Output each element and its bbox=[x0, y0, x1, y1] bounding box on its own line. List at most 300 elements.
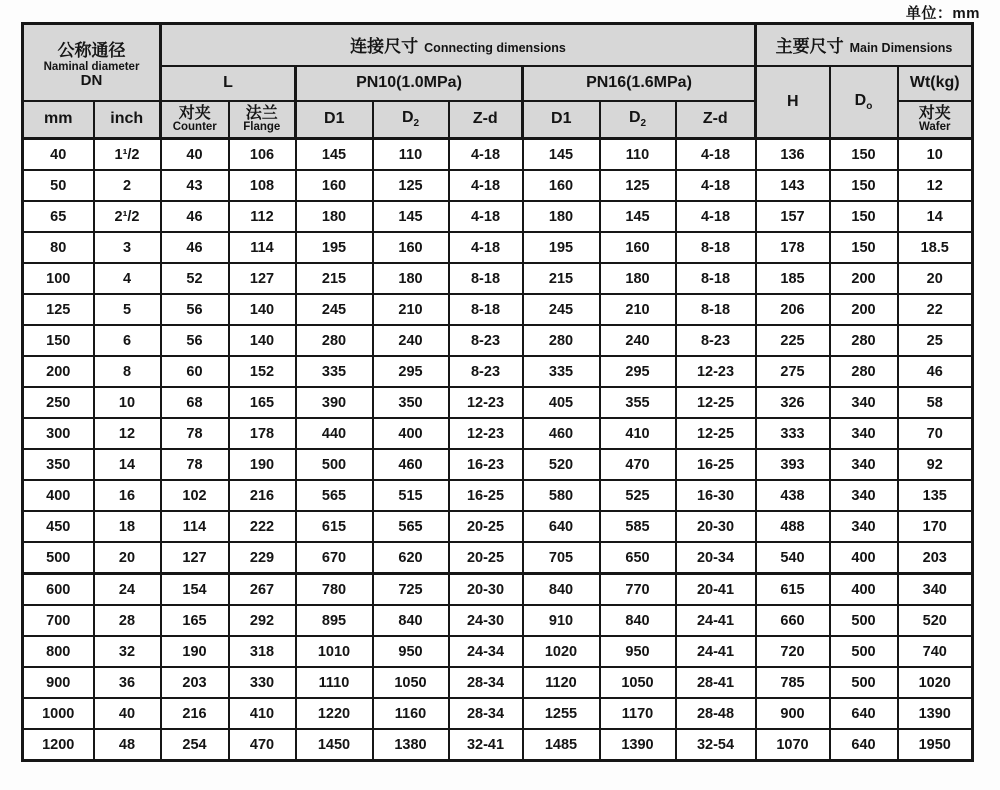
cell-pn16-d2: 210 bbox=[600, 294, 676, 325]
cell-pn16-d1: 1020 bbox=[523, 636, 600, 667]
cell-dn-mm: 300 bbox=[23, 418, 94, 449]
table-row bbox=[23, 418, 973, 449]
cell-wt-wafer: 1390 bbox=[898, 698, 973, 729]
cell-d0: 400 bbox=[830, 542, 898, 574]
cell-dn-mm: 600 bbox=[23, 574, 94, 606]
cell-pn10-d1: 390 bbox=[296, 387, 373, 418]
cell-pn10-d1: 440 bbox=[296, 418, 373, 449]
cell-dn-inch: 2¹/2 bbox=[94, 201, 161, 232]
cell-dn-mm: 900 bbox=[23, 667, 94, 698]
cell-h: 136 bbox=[756, 139, 830, 171]
table-row bbox=[23, 542, 973, 574]
cell-wt-wafer: 25 bbox=[898, 325, 973, 356]
cell-pn16-zd: 4-18 bbox=[676, 170, 756, 201]
cell-pn16-d1: 460 bbox=[523, 418, 600, 449]
cell-pn10-d1: 1220 bbox=[296, 698, 373, 729]
header-nominal-dn: DN bbox=[80, 71, 103, 89]
cell-pn16-d1: 705 bbox=[523, 542, 600, 574]
cell-pn16-d2: 470 bbox=[600, 449, 676, 480]
cell-h: 1070 bbox=[756, 729, 830, 761]
cell-h: 540 bbox=[756, 542, 830, 574]
cell-pn16-zd: 28-48 bbox=[676, 698, 756, 729]
cell-pn10-d1: 335 bbox=[296, 356, 373, 387]
cell-l-counter: 154 bbox=[161, 574, 229, 606]
cell-l-counter: 43 bbox=[161, 170, 229, 201]
cell-dn-mm: 50 bbox=[23, 170, 94, 201]
cell-dn-inch: 5 bbox=[94, 294, 161, 325]
cell-l-counter: 190 bbox=[161, 636, 229, 667]
cell-pn16-d1: 1120 bbox=[523, 667, 600, 698]
cell-dn-inch: 20 bbox=[94, 542, 161, 574]
cell-dn-inch: 3 bbox=[94, 232, 161, 263]
cell-pn10-d2: 725 bbox=[373, 574, 449, 606]
cell-pn16-zd: 12-25 bbox=[676, 418, 756, 449]
header-wafer: 对夹 Wafer bbox=[898, 101, 973, 139]
cell-wt-wafer: 10 bbox=[898, 139, 973, 171]
cell-pn10-d1: 280 bbox=[296, 325, 373, 356]
cell-dn-inch: 36 bbox=[94, 667, 161, 698]
cell-l-flange: 229 bbox=[229, 542, 296, 574]
cell-pn16-d2: 950 bbox=[600, 636, 676, 667]
cell-d0: 200 bbox=[830, 294, 898, 325]
header-inch: inch bbox=[94, 101, 161, 139]
cell-pn16-d1: 160 bbox=[523, 170, 600, 201]
cell-h: 275 bbox=[756, 356, 830, 387]
header-main-en: Main Dimensions bbox=[849, 41, 953, 56]
cell-pn10-d2: 460 bbox=[373, 449, 449, 480]
cell-l-flange: 108 bbox=[229, 170, 296, 201]
cell-wt-wafer: 135 bbox=[898, 480, 973, 511]
cell-pn16-d2: 180 bbox=[600, 263, 676, 294]
cell-dn-mm: 450 bbox=[23, 511, 94, 542]
cell-pn10-zd: 20-25 bbox=[449, 511, 523, 542]
table-row bbox=[23, 729, 973, 761]
cell-h: 225 bbox=[756, 325, 830, 356]
cell-d0: 500 bbox=[830, 636, 898, 667]
cell-pn16-d2: 160 bbox=[600, 232, 676, 263]
cell-dn-mm: 700 bbox=[23, 605, 94, 636]
cell-pn10-zd: 32-41 bbox=[449, 729, 523, 761]
cell-pn16-d1: 840 bbox=[523, 574, 600, 606]
cell-pn16-zd: 4-18 bbox=[676, 139, 756, 171]
cell-l-flange: 127 bbox=[229, 263, 296, 294]
cell-wt-wafer: 520 bbox=[898, 605, 973, 636]
cell-pn10-zd: 8-23 bbox=[449, 356, 523, 387]
cell-pn10-d2: 1050 bbox=[373, 667, 449, 698]
cell-pn10-d2: 1380 bbox=[373, 729, 449, 761]
cell-l-counter: 46 bbox=[161, 201, 229, 232]
cell-pn16-d1: 145 bbox=[523, 139, 600, 171]
cell-h: 785 bbox=[756, 667, 830, 698]
cell-pn16-d1: 640 bbox=[523, 511, 600, 542]
table-row bbox=[23, 201, 973, 232]
cell-l-flange: 267 bbox=[229, 574, 296, 606]
cell-pn16-zd: 8-18 bbox=[676, 294, 756, 325]
cell-pn16-d2: 110 bbox=[600, 139, 676, 171]
cell-dn-inch: 40 bbox=[94, 698, 161, 729]
cell-l-counter: 46 bbox=[161, 232, 229, 263]
cell-pn16-zd: 16-25 bbox=[676, 449, 756, 480]
table-body bbox=[23, 139, 973, 761]
table-row bbox=[23, 387, 973, 418]
cell-pn16-d1: 910 bbox=[523, 605, 600, 636]
cell-l-flange: 222 bbox=[229, 511, 296, 542]
cell-pn10-zd: 8-18 bbox=[449, 294, 523, 325]
cell-l-flange: 330 bbox=[229, 667, 296, 698]
cell-l-counter: 78 bbox=[161, 418, 229, 449]
cell-pn10-d1: 500 bbox=[296, 449, 373, 480]
cell-l-flange: 216 bbox=[229, 480, 296, 511]
cell-dn-mm: 125 bbox=[23, 294, 94, 325]
cell-wt-wafer: 12 bbox=[898, 170, 973, 201]
cell-l-counter: 52 bbox=[161, 263, 229, 294]
cell-wt-wafer: 203 bbox=[898, 542, 973, 574]
cell-dn-mm: 150 bbox=[23, 325, 94, 356]
cell-pn16-d2: 145 bbox=[600, 201, 676, 232]
cell-d0: 280 bbox=[830, 325, 898, 356]
cell-h: 720 bbox=[756, 636, 830, 667]
cell-pn10-zd: 4-18 bbox=[449, 232, 523, 263]
header-pn10-d2: $D_2$ bbox=[373, 101, 449, 139]
cell-pn10-d2: 1160 bbox=[373, 698, 449, 729]
cell-pn16-d1: 335 bbox=[523, 356, 600, 387]
cell-pn16-d2: 1050 bbox=[600, 667, 676, 698]
table-row bbox=[23, 605, 973, 636]
cell-pn10-d1: 1010 bbox=[296, 636, 373, 667]
cell-wt-wafer: 46 bbox=[898, 356, 973, 387]
header-pn10-d1: D1 bbox=[296, 101, 373, 139]
cell-l-flange: 292 bbox=[229, 605, 296, 636]
cell-pn10-zd: 12-23 bbox=[449, 387, 523, 418]
table-row bbox=[23, 139, 973, 171]
header-pn10: PN10(1.0MPa) bbox=[296, 66, 523, 101]
table-row bbox=[23, 511, 973, 542]
header-flange: 法兰 Flange bbox=[229, 101, 296, 139]
cell-pn16-d1: 1485 bbox=[523, 729, 600, 761]
header-connecting-zh: 连接尺寸 bbox=[350, 37, 419, 57]
cell-h: 178 bbox=[756, 232, 830, 263]
cell-l-flange: 470 bbox=[229, 729, 296, 761]
cell-pn10-d2: 515 bbox=[373, 480, 449, 511]
cell-pn10-d2: 565 bbox=[373, 511, 449, 542]
cell-pn16-zd: 32-54 bbox=[676, 729, 756, 761]
cell-pn16-d2: 240 bbox=[600, 325, 676, 356]
cell-l-counter: 203 bbox=[161, 667, 229, 698]
cell-pn16-d1: 1255 bbox=[523, 698, 600, 729]
header-main-zh: 主要尺寸 bbox=[775, 37, 844, 57]
cell-pn10-d2: 400 bbox=[373, 418, 449, 449]
cell-l-flange: 318 bbox=[229, 636, 296, 667]
cell-pn16-zd: 12-25 bbox=[676, 387, 756, 418]
cell-l-counter: 102 bbox=[161, 480, 229, 511]
cell-l-flange: 140 bbox=[229, 325, 296, 356]
cell-pn10-d2: 210 bbox=[373, 294, 449, 325]
cell-d0: 500 bbox=[830, 667, 898, 698]
cell-pn10-zd: 8-18 bbox=[449, 263, 523, 294]
cell-pn16-d1: 195 bbox=[523, 232, 600, 263]
cell-pn16-d2: 840 bbox=[600, 605, 676, 636]
cell-pn16-d2: 770 bbox=[600, 574, 676, 606]
cell-d0: 150 bbox=[830, 139, 898, 171]
cell-l-counter: 68 bbox=[161, 387, 229, 418]
cell-pn16-d1: 180 bbox=[523, 201, 600, 232]
cell-l-flange: 114 bbox=[229, 232, 296, 263]
header-pn16-d1: D1 bbox=[523, 101, 600, 139]
header-nominal-zh: 公称通径 bbox=[57, 40, 126, 60]
cell-l-flange: 152 bbox=[229, 356, 296, 387]
cell-pn10-d2: 110 bbox=[373, 139, 449, 171]
cell-pn10-zd: 16-23 bbox=[449, 449, 523, 480]
cell-pn10-d1: 160 bbox=[296, 170, 373, 201]
cell-pn16-d2: 1170 bbox=[600, 698, 676, 729]
cell-h: 393 bbox=[756, 449, 830, 480]
header-connecting-en: Connecting dimensions bbox=[424, 41, 566, 56]
cell-wt-wafer: 58 bbox=[898, 387, 973, 418]
cell-pn16-zd: 20-30 bbox=[676, 511, 756, 542]
cell-wt-wafer: 340 bbox=[898, 574, 973, 606]
cell-dn-inch: 14 bbox=[94, 449, 161, 480]
header-pn16-zd: Z-d bbox=[676, 101, 756, 139]
cell-dn-mm: 1000 bbox=[23, 698, 94, 729]
unit-note: 单位：mm bbox=[905, 5, 980, 22]
cell-wt-wafer: 1020 bbox=[898, 667, 973, 698]
cell-h: 660 bbox=[756, 605, 830, 636]
cell-pn10-d1: 780 bbox=[296, 574, 373, 606]
cell-pn10-d1: 180 bbox=[296, 201, 373, 232]
cell-dn-inch: 24 bbox=[94, 574, 161, 606]
cell-h: 206 bbox=[756, 294, 830, 325]
cell-dn-inch: 1¹/2 bbox=[94, 139, 161, 171]
cell-wt-wafer: 20 bbox=[898, 263, 973, 294]
cell-pn16-d1: 280 bbox=[523, 325, 600, 356]
cell-d0: 150 bbox=[830, 232, 898, 263]
cell-dn-mm: 200 bbox=[23, 356, 94, 387]
cell-pn16-zd: 8-18 bbox=[676, 232, 756, 263]
cell-l-flange: 112 bbox=[229, 201, 296, 232]
cell-pn16-d1: 215 bbox=[523, 263, 600, 294]
cell-h: 143 bbox=[756, 170, 830, 201]
cell-dn-mm: 1200 bbox=[23, 729, 94, 761]
cell-d0: 340 bbox=[830, 480, 898, 511]
cell-wt-wafer: 14 bbox=[898, 201, 973, 232]
cell-pn16-zd: 8-18 bbox=[676, 263, 756, 294]
cell-l-flange: 190 bbox=[229, 449, 296, 480]
cell-dn-mm: 400 bbox=[23, 480, 94, 511]
cell-pn16-d1: 580 bbox=[523, 480, 600, 511]
cell-d0: 640 bbox=[830, 729, 898, 761]
cell-l-counter: 56 bbox=[161, 325, 229, 356]
cell-h: 157 bbox=[756, 201, 830, 232]
table-row bbox=[23, 667, 973, 698]
cell-d0: 340 bbox=[830, 449, 898, 480]
cell-pn10-d2: 350 bbox=[373, 387, 449, 418]
cell-l-flange: 410 bbox=[229, 698, 296, 729]
cell-dn-mm: 350 bbox=[23, 449, 94, 480]
cell-d0: 340 bbox=[830, 511, 898, 542]
table-row bbox=[23, 232, 973, 263]
table-row bbox=[23, 170, 973, 201]
table-row bbox=[23, 574, 973, 606]
cell-pn10-d1: 895 bbox=[296, 605, 373, 636]
cell-l-flange: 106 bbox=[229, 139, 296, 171]
cell-pn10-d1: 195 bbox=[296, 232, 373, 263]
cell-pn16-d2: 650 bbox=[600, 542, 676, 574]
cell-d0: 200 bbox=[830, 263, 898, 294]
cell-pn16-zd: 24-41 bbox=[676, 636, 756, 667]
cell-dn-mm: 800 bbox=[23, 636, 94, 667]
cell-pn10-d2: 145 bbox=[373, 201, 449, 232]
cell-dn-mm: 500 bbox=[23, 542, 94, 574]
cell-wt-wafer: 18.5 bbox=[898, 232, 973, 263]
cell-dn-mm: 100 bbox=[23, 263, 94, 294]
cell-pn16-d2: 295 bbox=[600, 356, 676, 387]
cell-wt-wafer: 22 bbox=[898, 294, 973, 325]
cell-d0: 500 bbox=[830, 605, 898, 636]
cell-h: 185 bbox=[756, 263, 830, 294]
header-main-dimensions bbox=[756, 24, 973, 66]
header-connecting-dimensions bbox=[161, 24, 756, 66]
header-wt: Wt(kg) bbox=[898, 66, 973, 101]
cell-pn10-zd: 16-25 bbox=[449, 480, 523, 511]
cell-wt-wafer: 740 bbox=[898, 636, 973, 667]
cell-pn10-zd: 24-34 bbox=[449, 636, 523, 667]
cell-pn16-zd: 20-41 bbox=[676, 574, 756, 606]
header-pn16-d2: $D_2$ bbox=[600, 101, 676, 139]
header-d0: $D_o$ bbox=[830, 66, 898, 139]
cell-pn10-d2: 240 bbox=[373, 325, 449, 356]
cell-dn-inch: 12 bbox=[94, 418, 161, 449]
cell-pn16-zd: 12-23 bbox=[676, 356, 756, 387]
cell-pn10-zd: 20-30 bbox=[449, 574, 523, 606]
cell-l-flange: 165 bbox=[229, 387, 296, 418]
cell-h: 900 bbox=[756, 698, 830, 729]
cell-d0: 340 bbox=[830, 387, 898, 418]
cell-l-counter: 216 bbox=[161, 698, 229, 729]
cell-pn10-zd: 28-34 bbox=[449, 667, 523, 698]
cell-pn16-d2: 585 bbox=[600, 511, 676, 542]
cell-pn10-d2: 840 bbox=[373, 605, 449, 636]
cell-pn16-d2: 355 bbox=[600, 387, 676, 418]
cell-pn10-d2: 620 bbox=[373, 542, 449, 574]
cell-pn16-d2: 125 bbox=[600, 170, 676, 201]
cell-pn10-zd: 8-23 bbox=[449, 325, 523, 356]
cell-h: 438 bbox=[756, 480, 830, 511]
cell-l-counter: 127 bbox=[161, 542, 229, 574]
cell-l-counter: 60 bbox=[161, 356, 229, 387]
cell-pn10-zd: 4-18 bbox=[449, 139, 523, 171]
cell-h: 615 bbox=[756, 574, 830, 606]
cell-h: 326 bbox=[756, 387, 830, 418]
cell-wt-wafer: 1950 bbox=[898, 729, 973, 761]
cell-wt-wafer: 70 bbox=[898, 418, 973, 449]
cell-d0: 150 bbox=[830, 170, 898, 201]
cell-pn10-d1: 1450 bbox=[296, 729, 373, 761]
cell-pn16-d2: 410 bbox=[600, 418, 676, 449]
cell-pn10-d1: 1110 bbox=[296, 667, 373, 698]
cell-pn10-zd: 28-34 bbox=[449, 698, 523, 729]
cell-pn10-d2: 125 bbox=[373, 170, 449, 201]
cell-d0: 640 bbox=[830, 698, 898, 729]
cell-dn-inch: 6 bbox=[94, 325, 161, 356]
header-nominal-diameter bbox=[23, 24, 161, 101]
cell-l-counter: 40 bbox=[161, 139, 229, 171]
cell-l-counter: 114 bbox=[161, 511, 229, 542]
cell-pn16-zd: 20-34 bbox=[676, 542, 756, 574]
header-pn16: PN16(1.6MPa) bbox=[523, 66, 756, 101]
cell-dn-inch: 18 bbox=[94, 511, 161, 542]
cell-h: 333 bbox=[756, 418, 830, 449]
cell-dn-mm: 65 bbox=[23, 201, 94, 232]
cell-wt-wafer: 92 bbox=[898, 449, 973, 480]
cell-pn16-zd: 4-18 bbox=[676, 201, 756, 232]
cell-dn-inch: 32 bbox=[94, 636, 161, 667]
cell-l-flange: 178 bbox=[229, 418, 296, 449]
cell-dn-inch: 4 bbox=[94, 263, 161, 294]
cell-dn-mm: 80 bbox=[23, 232, 94, 263]
cell-l-counter: 254 bbox=[161, 729, 229, 761]
cell-pn10-d1: 145 bbox=[296, 139, 373, 171]
cell-d0: 400 bbox=[830, 574, 898, 606]
header-mm: mm bbox=[23, 101, 94, 139]
cell-dn-inch: 8 bbox=[94, 356, 161, 387]
table-header bbox=[23, 24, 973, 139]
cell-h: 488 bbox=[756, 511, 830, 542]
cell-pn10-d1: 245 bbox=[296, 294, 373, 325]
cell-d0: 280 bbox=[830, 356, 898, 387]
cell-pn16-zd: 16-30 bbox=[676, 480, 756, 511]
cell-pn16-zd: 24-41 bbox=[676, 605, 756, 636]
cell-pn10-d1: 670 bbox=[296, 542, 373, 574]
table-row bbox=[23, 294, 973, 325]
cell-pn16-d2: 525 bbox=[600, 480, 676, 511]
cell-pn10-zd: 24-30 bbox=[449, 605, 523, 636]
cell-d0: 150 bbox=[830, 201, 898, 232]
table-row bbox=[23, 698, 973, 729]
cell-pn10-d2: 950 bbox=[373, 636, 449, 667]
dimensions-table bbox=[21, 22, 974, 762]
cell-pn10-d1: 565 bbox=[296, 480, 373, 511]
cell-pn10-d1: 615 bbox=[296, 511, 373, 542]
cell-pn10-zd: 20-25 bbox=[449, 542, 523, 574]
cell-pn10-d1: 215 bbox=[296, 263, 373, 294]
cell-dn-inch: 10 bbox=[94, 387, 161, 418]
header-nominal-en: Naminal diameter bbox=[43, 60, 140, 73]
cell-l-counter: 56 bbox=[161, 294, 229, 325]
cell-dn-mm: 40 bbox=[23, 139, 94, 171]
table-row bbox=[23, 325, 973, 356]
table-row bbox=[23, 356, 973, 387]
cell-pn16-d1: 520 bbox=[523, 449, 600, 480]
header-counter: 对夹 Counter bbox=[161, 101, 229, 139]
header-h: H bbox=[756, 66, 830, 139]
table-row bbox=[23, 480, 973, 511]
cell-pn16-d1: 405 bbox=[523, 387, 600, 418]
table-row bbox=[23, 636, 973, 667]
cell-pn10-d2: 295 bbox=[373, 356, 449, 387]
cell-l-flange: 140 bbox=[229, 294, 296, 325]
cell-pn10-d2: 180 bbox=[373, 263, 449, 294]
header-pn10-zd: Z-d bbox=[449, 101, 523, 139]
header-l: L bbox=[161, 66, 296, 101]
cell-pn10-zd: 4-18 bbox=[449, 201, 523, 232]
cell-wt-wafer: 170 bbox=[898, 511, 973, 542]
cell-dn-inch: 2 bbox=[94, 170, 161, 201]
table-row bbox=[23, 449, 973, 480]
cell-pn16-zd: 8-23 bbox=[676, 325, 756, 356]
cell-pn10-d2: 160 bbox=[373, 232, 449, 263]
cell-dn-mm: 250 bbox=[23, 387, 94, 418]
cell-dn-inch: 16 bbox=[94, 480, 161, 511]
